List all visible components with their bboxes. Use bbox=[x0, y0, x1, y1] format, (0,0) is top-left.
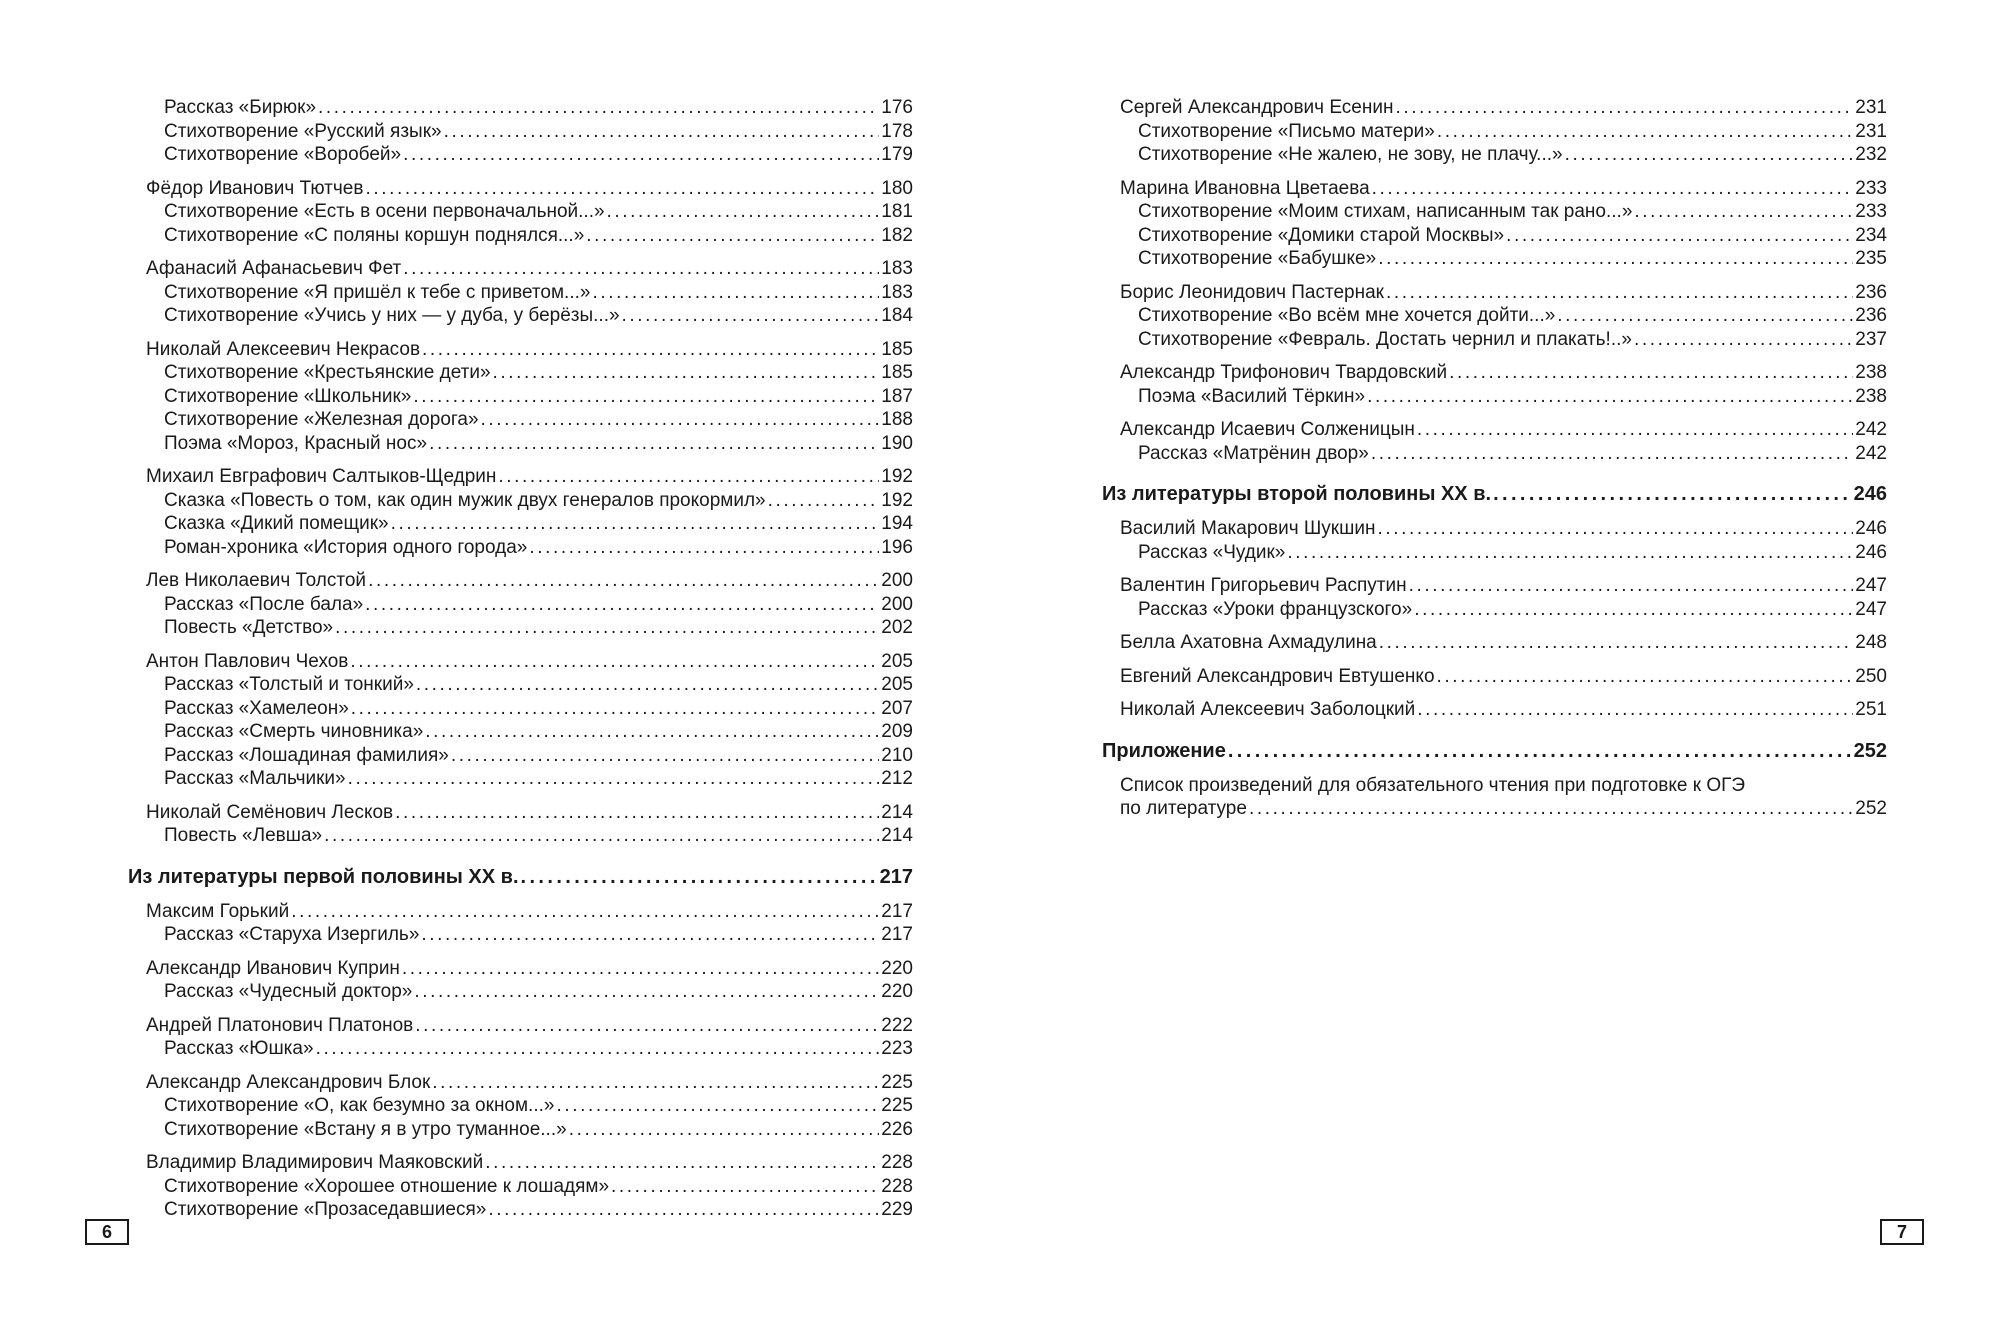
toc-section-heading[interactable] bbox=[1102, 481, 1887, 507]
dot-leader bbox=[316, 1037, 880, 1061]
toc-author-entry[interactable] bbox=[128, 650, 913, 674]
toc-page-number: 237 bbox=[1855, 328, 1887, 350]
toc-work-entry[interactable] bbox=[128, 408, 913, 432]
toc-page-number: 207 bbox=[881, 697, 913, 719]
toc-page-number: 234 bbox=[1855, 224, 1887, 246]
toc-page-number: 214 bbox=[881, 825, 913, 846]
toc-page-number: 205 bbox=[881, 674, 913, 695]
toc-page-number: 233 bbox=[1855, 201, 1887, 222]
dot-leader bbox=[1395, 96, 1853, 120]
toc-entry-title: Стихотворение «С поляны коршун поднялся...» bbox=[164, 224, 585, 246]
toc-page-number: 183 bbox=[881, 281, 913, 303]
toc-page-number: 235 bbox=[1855, 248, 1887, 269]
toc-work-entry[interactable] bbox=[128, 824, 913, 848]
dot-leader bbox=[1371, 442, 1853, 466]
dot-leader bbox=[586, 224, 879, 248]
page-number-left: 6 bbox=[85, 1219, 129, 1245]
toc-work-entry[interactable] bbox=[1102, 200, 1887, 224]
toc-author-entry[interactable] bbox=[128, 177, 913, 201]
toc-work-entry[interactable] bbox=[128, 980, 913, 1004]
toc-entry-title: Рассказ «Юшка» bbox=[164, 1038, 314, 1059]
toc-page-number: 252 bbox=[1853, 739, 1887, 762]
dot-leader bbox=[422, 338, 879, 362]
toc-entry-title: Стихотворение «Моим стихам, написанным так рано...» bbox=[1138, 201, 1633, 222]
toc-page-number: 183 bbox=[881, 258, 913, 279]
dot-leader bbox=[611, 1175, 879, 1199]
toc-work-entry[interactable] bbox=[128, 304, 913, 328]
toc-right-page bbox=[1102, 96, 1887, 821]
dot-leader bbox=[1437, 665, 1854, 689]
toc-page-number: 236 bbox=[1855, 305, 1887, 326]
dot-leader bbox=[1414, 598, 1853, 622]
toc-entry-title: Рассказ «Хамелеон» bbox=[164, 697, 349, 719]
toc-entry-title: Александр Исаевич Солженицын bbox=[1120, 419, 1415, 440]
toc-work-entry[interactable] bbox=[128, 923, 913, 947]
toc-author-entry[interactable] bbox=[1102, 698, 1887, 722]
dot-leader bbox=[521, 864, 878, 890]
toc-work-entry[interactable] bbox=[128, 489, 913, 513]
toc-page-number: 200 bbox=[881, 593, 913, 615]
toc-page-number: 252 bbox=[1855, 798, 1887, 819]
toc-page-number: 226 bbox=[881, 1118, 913, 1140]
toc-entry-title: Рассказ «Лошадиная фамилия» bbox=[164, 744, 449, 766]
toc-page-number: 231 bbox=[1855, 97, 1887, 118]
toc-author-entry[interactable] bbox=[128, 1014, 913, 1038]
toc-entry-title: Марина Ивановна Цветаева bbox=[1120, 177, 1370, 199]
dot-leader bbox=[1634, 328, 1853, 352]
toc-work-entry[interactable] bbox=[128, 767, 913, 791]
dot-leader bbox=[350, 650, 879, 674]
toc-page-number: 178 bbox=[881, 120, 913, 142]
toc-entry-title: Повесть «Левша» bbox=[164, 825, 323, 846]
toc-entry-title: Василий Макарович Шукшин bbox=[1120, 518, 1376, 539]
toc-page-number: 217 bbox=[879, 865, 913, 888]
dot-leader bbox=[1557, 304, 1853, 328]
dot-leader bbox=[368, 569, 879, 593]
toc-page-number: 190 bbox=[881, 432, 913, 454]
toc-entry-title: Николай Алексеевич Заболоцкий bbox=[1120, 699, 1416, 720]
toc-page-number: 251 bbox=[1855, 699, 1887, 720]
toc-page-number: 233 bbox=[1855, 177, 1887, 199]
toc-work-entry[interactable] bbox=[128, 224, 913, 248]
toc-work-entry[interactable] bbox=[128, 143, 913, 167]
toc-author-entry[interactable] bbox=[1102, 517, 1887, 541]
dot-leader bbox=[416, 673, 879, 697]
toc-entry-title: Стихотворение «Бабушке» bbox=[1138, 248, 1377, 269]
toc-work-entry[interactable] bbox=[1102, 541, 1887, 565]
dot-leader bbox=[1449, 361, 1853, 385]
toc-page-number: 209 bbox=[881, 721, 913, 742]
toc-author-entry[interactable] bbox=[128, 257, 913, 281]
toc-work-entry[interactable] bbox=[128, 120, 913, 144]
dot-leader bbox=[485, 1151, 879, 1175]
toc-page-number: 220 bbox=[881, 981, 913, 1002]
toc-left-page bbox=[128, 96, 913, 1222]
dot-leader bbox=[1367, 385, 1853, 409]
toc-work-entry[interactable] bbox=[1102, 385, 1887, 409]
toc-entry-title: Стихотворение «Есть в осени первоначальной...» bbox=[164, 201, 605, 222]
toc-entry-title: Стихотворение «Февраль. Достать чернил и плакать!..» bbox=[1138, 328, 1632, 350]
dot-leader bbox=[1372, 177, 1854, 201]
toc-entry-title: Валентин Григорьевич Распутин bbox=[1120, 575, 1407, 596]
toc-entry-title: Роман-хроника «История одного города» bbox=[164, 536, 528, 558]
toc-page-number: 236 bbox=[1855, 281, 1887, 303]
dot-leader bbox=[1249, 797, 1853, 821]
toc-work-entry[interactable] bbox=[128, 720, 913, 744]
toc-entry-title: Из литературы первой половины XX в. bbox=[128, 865, 519, 888]
dot-leader bbox=[1634, 200, 1853, 224]
toc-page-number: 222 bbox=[881, 1014, 913, 1036]
toc-entry-title: Борис Леонидович Пастернак bbox=[1120, 281, 1384, 303]
toc-entry-title: Рассказ «Мальчики» bbox=[164, 768, 346, 789]
toc-entry-title: Стихотворение «Я пришёл к тебе с приветом...» bbox=[164, 281, 591, 303]
toc-page-number: 185 bbox=[881, 362, 913, 383]
dot-leader bbox=[432, 1071, 879, 1095]
toc-entry-title: Рассказ «Чудесный доктор» bbox=[164, 981, 413, 1002]
toc-entry-title: Приложение bbox=[1102, 739, 1226, 762]
dot-leader bbox=[1493, 481, 1852, 507]
dot-leader bbox=[1506, 224, 1853, 248]
toc-entry-title: Александр Александрович Блок bbox=[146, 1071, 431, 1093]
dot-leader bbox=[1437, 120, 1853, 144]
toc-entry-title: Александр Трифонович Твардовский bbox=[1120, 362, 1448, 383]
toc-entry-title: Поэма «Василий Тёркин» bbox=[1138, 385, 1366, 407]
toc-entry-title: Николай Семёнович Лесков bbox=[146, 801, 394, 823]
toc-page-number: 176 bbox=[881, 97, 913, 118]
toc-author-entry[interactable] bbox=[128, 569, 913, 593]
toc-entry-title: Стихотворение «Встану я в утро туманное...» bbox=[164, 1118, 567, 1140]
dot-leader bbox=[498, 465, 879, 489]
toc-page-number: 192 bbox=[881, 466, 913, 487]
toc-author-entry[interactable] bbox=[128, 1071, 913, 1095]
toc-work-entry[interactable] bbox=[1102, 328, 1887, 352]
toc-entry-title: Евгений Александрович Евтушенко bbox=[1120, 665, 1435, 687]
toc-page-number: 212 bbox=[881, 768, 913, 789]
dot-leader bbox=[607, 200, 880, 224]
toc-page-number: 180 bbox=[881, 177, 913, 199]
dot-leader bbox=[425, 720, 879, 744]
dot-leader bbox=[1417, 418, 1853, 442]
dot-leader bbox=[335, 616, 879, 640]
toc-entry-title: Стихотворение «Воробей» bbox=[164, 144, 402, 165]
toc-entry-title: Михаил Евграфович Салтыков-Щедрин bbox=[146, 466, 497, 487]
toc-author-entry[interactable] bbox=[1102, 631, 1887, 655]
dot-leader bbox=[402, 957, 879, 981]
toc-page-number: 185 bbox=[881, 338, 913, 360]
dot-leader bbox=[1287, 541, 1853, 565]
toc-entry-title: Владимир Владимирович Маяковский bbox=[146, 1152, 484, 1173]
toc-section-heading[interactable] bbox=[128, 864, 913, 890]
toc-page-number: 217 bbox=[881, 900, 913, 922]
toc-work-entry[interactable] bbox=[128, 697, 913, 721]
toc-entry-title: Сергей Александрович Есенин bbox=[1120, 97, 1394, 118]
dot-leader bbox=[348, 767, 880, 791]
dot-leader bbox=[429, 432, 879, 456]
dot-leader bbox=[365, 177, 879, 201]
toc-entry-title: Рассказ «Матрёнин двор» bbox=[1138, 442, 1369, 464]
dot-leader bbox=[768, 489, 880, 513]
dot-leader bbox=[415, 1014, 879, 1038]
toc-work-entry[interactable] bbox=[128, 1037, 913, 1061]
dot-leader bbox=[592, 281, 879, 305]
toc-author-entry[interactable] bbox=[1102, 281, 1887, 305]
toc-page-number: 238 bbox=[1855, 385, 1887, 407]
toc-author-entry[interactable] bbox=[1102, 418, 1887, 442]
toc-work-entry[interactable] bbox=[128, 512, 913, 536]
toc-work-entry[interactable] bbox=[128, 744, 913, 768]
toc-page-number: 187 bbox=[881, 385, 913, 407]
toc-page-number: 229 bbox=[881, 1199, 913, 1220]
dot-leader bbox=[622, 304, 880, 328]
toc-page-number: 238 bbox=[1855, 362, 1887, 383]
toc-page-number: 220 bbox=[881, 957, 913, 979]
toc-page-number: 223 bbox=[881, 1038, 913, 1059]
dot-leader bbox=[1378, 247, 1853, 271]
dot-leader bbox=[365, 593, 879, 617]
toc-entry-title: Рассказ «Бирюк» bbox=[164, 97, 317, 118]
toc-work-entry[interactable] bbox=[1102, 598, 1887, 622]
toc-entry-title: Стихотворение «Письмо матери» bbox=[1138, 120, 1435, 142]
toc-section-heading[interactable] bbox=[1102, 738, 1887, 764]
dot-leader bbox=[481, 408, 880, 432]
toc-entry-title: Николай Алексеевич Некрасов bbox=[146, 338, 421, 360]
dot-leader bbox=[493, 361, 880, 385]
toc-entry-title: Александр Иванович Куприн bbox=[146, 957, 400, 979]
toc-work-entry[interactable] bbox=[1102, 797, 1887, 821]
toc-page-number: 194 bbox=[881, 513, 913, 534]
toc-author-entry[interactable] bbox=[128, 465, 913, 489]
toc-work-entry[interactable] bbox=[128, 361, 913, 385]
toc-page-number: 184 bbox=[881, 305, 913, 326]
toc-entry-title: Рассказ «Чудик» bbox=[1138, 541, 1286, 563]
toc-work-entry[interactable] bbox=[128, 1198, 913, 1222]
toc-page-number: 225 bbox=[881, 1095, 913, 1116]
toc-page-number: 179 bbox=[881, 144, 913, 165]
toc-work-entry[interactable] bbox=[128, 1175, 913, 1199]
toc-work-entry[interactable] bbox=[1102, 304, 1887, 328]
dot-leader bbox=[395, 801, 879, 825]
dot-leader bbox=[451, 744, 879, 768]
toc-entry-title: Стихотворение «Русский язык» bbox=[164, 120, 442, 142]
toc-entry-title: Сказка «Дикий помещик» bbox=[164, 513, 389, 534]
dot-leader bbox=[291, 900, 879, 924]
toc-page-number: 205 bbox=[881, 650, 913, 672]
dot-leader bbox=[488, 1198, 879, 1222]
toc-work-entry[interactable] bbox=[1102, 143, 1887, 167]
toc-entry-title: Рассказ «После бала» bbox=[164, 593, 364, 615]
toc-work-entry[interactable] bbox=[1102, 224, 1887, 248]
toc-page-number: 247 bbox=[1855, 598, 1887, 620]
toc-entry-title: Поэма «Мороз, Красный нос» bbox=[164, 432, 428, 454]
toc-entry-title: Андрей Платонович Платонов bbox=[146, 1014, 414, 1036]
toc-page-number: 242 bbox=[1855, 419, 1887, 440]
dot-leader bbox=[1377, 517, 1853, 541]
dot-leader bbox=[1565, 143, 1854, 167]
toc-work-entry[interactable] bbox=[128, 432, 913, 456]
toc-author-entry[interactable] bbox=[1102, 574, 1887, 598]
toc-work-entry[interactable] bbox=[1102, 442, 1887, 466]
dot-leader bbox=[1409, 574, 1854, 598]
toc-entry-title: Из литературы второй половины XX в. bbox=[1102, 483, 1492, 505]
toc-author-entry[interactable] bbox=[128, 338, 913, 362]
dot-leader bbox=[421, 923, 879, 947]
toc-author-entry[interactable] bbox=[1102, 361, 1887, 385]
toc-entry-title: Рассказ «Толстый и тонкий» bbox=[164, 674, 414, 695]
toc-page-number: 196 bbox=[881, 536, 913, 558]
toc-entry-title: Стихотворение «Крестьянские дети» bbox=[164, 362, 491, 383]
toc-entry-title: Стихотворение «О, как безумно за окном...» bbox=[164, 1095, 555, 1116]
dot-leader bbox=[1417, 698, 1853, 722]
toc-page-number: 200 bbox=[881, 570, 913, 591]
toc-entry-title: Стихотворение «Прозаседавшиеся» bbox=[164, 1199, 487, 1220]
toc-author-entry[interactable] bbox=[1102, 177, 1887, 201]
toc-entry-title: Стихотворение «Домики старой Москвы» bbox=[1138, 224, 1505, 246]
toc-entry-title: Афанасий Афанасьевич Фет bbox=[146, 258, 402, 279]
toc-work-entry[interactable] bbox=[128, 616, 913, 640]
toc-page-number: 246 bbox=[1853, 483, 1887, 505]
toc-author-entry[interactable] bbox=[128, 900, 913, 924]
toc-page-number: 231 bbox=[1855, 120, 1887, 142]
toc-entry-title: Стихотворение «Во всём мне хочется дойти...» bbox=[1138, 305, 1556, 326]
dot-leader bbox=[1386, 281, 1853, 305]
dot-leader bbox=[1228, 738, 1852, 764]
toc-entry-title: Лев Николаевич Толстой bbox=[146, 570, 367, 591]
toc-page-number: 228 bbox=[881, 1152, 913, 1173]
toc-work-entry[interactable] bbox=[128, 673, 913, 697]
toc-entry-title: Повесть «Детство» bbox=[164, 617, 334, 638]
toc-page-number: 217 bbox=[881, 924, 913, 945]
toc-page-number: 246 bbox=[1855, 518, 1887, 539]
dot-leader bbox=[391, 512, 880, 536]
toc-entry-title: Стихотворение «Учись у них — у дуба, у берёзы...» bbox=[164, 305, 620, 326]
dot-leader bbox=[318, 96, 879, 120]
toc-entry-title: Рассказ «Старуха Изергиль» bbox=[164, 924, 420, 945]
toc-work-entry[interactable] bbox=[128, 200, 913, 224]
toc-entry-title: Стихотворение «Железная дорога» bbox=[164, 409, 479, 430]
dot-leader bbox=[414, 980, 879, 1004]
toc-page-number: 228 bbox=[881, 1175, 913, 1197]
toc-work-entry[interactable] bbox=[128, 281, 913, 305]
toc-entry-title: Максим Горький bbox=[146, 900, 290, 922]
dot-leader bbox=[403, 143, 879, 167]
dot-leader bbox=[556, 1094, 879, 1118]
page-number-right: 7 bbox=[1880, 1219, 1924, 1245]
toc-page-number: 181 bbox=[881, 201, 913, 222]
dot-leader bbox=[413, 385, 879, 409]
toc-page-number: 188 bbox=[881, 409, 913, 430]
toc-entry-title: Стихотворение «Хорошее отношение к лошадям» bbox=[164, 1175, 610, 1197]
toc-work-entry[interactable] bbox=[1102, 247, 1887, 271]
toc-author-entry[interactable] bbox=[1102, 96, 1887, 120]
toc-author-entry[interactable] bbox=[128, 957, 913, 981]
toc-page-number: 192 bbox=[881, 489, 913, 511]
toc-work-entry[interactable] bbox=[128, 96, 913, 120]
dot-leader bbox=[351, 697, 880, 721]
toc-page-number: 248 bbox=[1855, 632, 1887, 653]
toc-work-entry[interactable] bbox=[128, 1118, 913, 1142]
toc-page-number: 225 bbox=[881, 1071, 913, 1093]
toc-entry-title: Стихотворение «Школьник» bbox=[164, 385, 412, 407]
toc-author-entry[interactable] bbox=[128, 801, 913, 825]
toc-page-number: 247 bbox=[1855, 575, 1887, 596]
dot-leader bbox=[569, 1118, 880, 1142]
toc-author-entry[interactable] bbox=[1102, 665, 1887, 689]
toc-entry-text: Список произведений для обязательного чтения при подготовке к ОГЭ bbox=[1120, 774, 1746, 796]
toc-work-entry[interactable] bbox=[128, 593, 913, 617]
toc-page-number: 242 bbox=[1855, 442, 1887, 464]
toc-entry-title: Белла Ахатовна Ахмадулина bbox=[1120, 632, 1377, 653]
dot-leader bbox=[529, 536, 879, 560]
toc-entry-title: Рассказ «Смерть чиновника» bbox=[164, 721, 424, 742]
toc-page-number: 214 bbox=[881, 801, 913, 823]
toc-entry-title: по литературе bbox=[1120, 798, 1247, 819]
toc-entry-title: Сказка «Повесть о том, как один мужик двух генералов прокормил» bbox=[164, 489, 766, 511]
dot-leader bbox=[1379, 631, 1854, 655]
toc-work-entry[interactable] bbox=[128, 536, 913, 560]
toc-entry-title: Фёдор Иванович Тютчев bbox=[146, 177, 364, 199]
toc-work-entry[interactable] bbox=[128, 385, 913, 409]
toc-work-entry[interactable] bbox=[128, 1094, 913, 1118]
dot-leader bbox=[403, 257, 879, 281]
toc-page-number: 210 bbox=[881, 744, 913, 766]
toc-page-number: 182 bbox=[881, 224, 913, 246]
toc-page-number: 250 bbox=[1855, 665, 1887, 687]
toc-page-number: 246 bbox=[1855, 541, 1887, 563]
toc-author-entry[interactable] bbox=[128, 1151, 913, 1175]
toc-entry-title: Рассказ «Уроки французского» bbox=[1138, 598, 1413, 620]
toc-page-number: 202 bbox=[881, 617, 913, 638]
toc-work-entry[interactable] bbox=[1102, 120, 1887, 144]
toc-page-number: 232 bbox=[1855, 144, 1887, 165]
dot-leader bbox=[324, 824, 879, 848]
toc-entry-title: Стихотворение «Не жалею, не зову, не плачу...» bbox=[1138, 144, 1563, 165]
toc-entry-title: Антон Павлович Чехов bbox=[146, 650, 349, 672]
dot-leader bbox=[444, 120, 880, 144]
